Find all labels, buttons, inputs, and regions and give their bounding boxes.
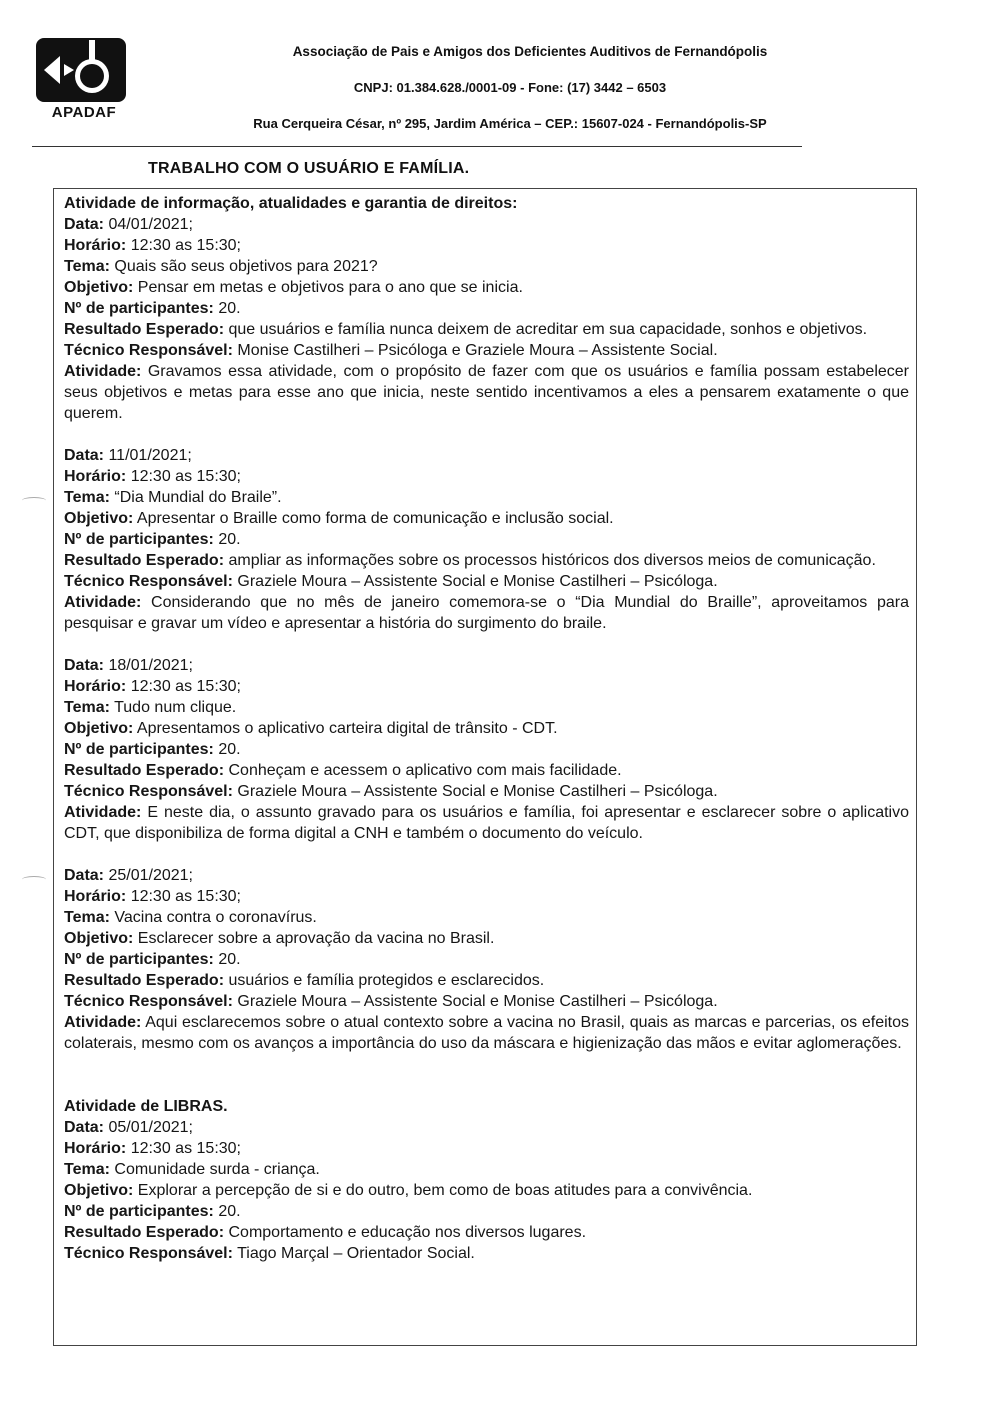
field-label: Tema: xyxy=(64,489,110,506)
field-label: Tema: xyxy=(64,258,110,275)
expected-result-value: que usuários e família nunca deixem de acreditar em sua capacidade, sonhos e objetivos. xyxy=(228,321,868,338)
date-value: 04/01/2021; xyxy=(108,216,193,233)
technician-value: Tiago Marçal – Orientador Social. xyxy=(237,1245,475,1262)
field-label: Nº de participantes: xyxy=(64,1203,214,1220)
field-label: Técnico Responsável: xyxy=(64,1245,233,1262)
field-label: Nº de participantes: xyxy=(64,741,214,758)
field-label: Resultado Esperado: xyxy=(64,972,225,989)
technician-value: Graziele Moura – Assistente Social e Monise Castilheri – Psicóloga. xyxy=(237,993,718,1010)
activity-description: Gravamos essa atividade, com o propósito de fazer com que os usuários e família possam estabelecer seus objetivos e metas para esse ano que inicia, neste sentido incentivamos a eles a pensarem exatamente o que querem. xyxy=(64,363,909,422)
objective-value: Apresentar o Braille como forma de comunicação e inclusão social. xyxy=(136,510,614,527)
field-label: Atividade: xyxy=(64,594,142,611)
theme-value: Tudo num clique. xyxy=(114,699,237,716)
field-label: Objetivo: xyxy=(64,510,134,527)
time-value: 12:30 as 15:30; xyxy=(130,237,241,254)
field-label: Nº de participantes: xyxy=(64,951,214,968)
objective-value: Pensar em metas e objetivos para o ano que se inicia. xyxy=(137,279,523,296)
field-label: Objetivo: xyxy=(64,1182,134,1199)
section-title: Atividade de informação, atualidades e garantia de direitos: xyxy=(64,195,518,212)
objective-value: Explorar a percepção de si e do outro, bem como de boas atitudes para a convivência. xyxy=(137,1182,753,1199)
field-label: Data: xyxy=(64,867,105,884)
field-label: Resultado Esperado: xyxy=(64,552,225,569)
theme-value: “Dia Mundial do Braile”. xyxy=(114,489,282,506)
field-label: Atividade: xyxy=(64,804,142,821)
technician-value: Monise Castilheri – Psicóloga e Graziele Moura – Assistente Social. xyxy=(237,342,718,359)
activity-description: Considerando que no mês de janeiro comemora-se o “Dia Mundial do Braille”, aproveitamos para pesquisar e gravar um vídeo e apresentar a história do surgimento do braile. xyxy=(64,594,909,632)
theme-value: Vacina contra o coronavírus. xyxy=(114,909,317,926)
date-value: 25/01/2021; xyxy=(108,867,193,884)
participants-value: 20. xyxy=(218,951,241,968)
field-label: Resultado Esperado: xyxy=(64,1224,225,1241)
field-label: Técnico Responsável: xyxy=(64,783,233,800)
document-title: TRABALHO COM O USUÁRIO E FAMÍLIA. xyxy=(148,160,470,177)
expected-result-value: ampliar as informações sobre os processos históricos dos diversos meios de comunicação. xyxy=(228,552,876,569)
field-label: Horário: xyxy=(64,888,127,905)
field-label: Atividade: xyxy=(64,363,142,380)
field-label: Tema: xyxy=(64,1161,110,1178)
field-label: Data: xyxy=(64,447,105,464)
activity-entry xyxy=(64,1117,909,1264)
field-label: Horário: xyxy=(64,468,127,485)
field-label: Objetivo: xyxy=(64,720,134,737)
field-label: Técnico Responsável: xyxy=(64,342,233,359)
section-title: Atividade de LIBRAS. xyxy=(64,1098,228,1115)
expected-result-value: usuários e família protegidos e esclarecidos. xyxy=(228,972,545,989)
field-label: Resultado Esperado: xyxy=(64,762,225,779)
cnpj-phone: CNPJ: 01.384.628./0001-09 - Fone: (17) 3442 – 6503 xyxy=(353,80,667,95)
technician-value: Graziele Moura – Assistente Social e Monise Castilheri – Psicóloga. xyxy=(237,783,718,800)
field-label: Nº de participantes: xyxy=(64,531,214,548)
document-body xyxy=(64,193,909,1264)
header-divider xyxy=(32,146,802,147)
activity-entry xyxy=(64,865,909,1054)
time-value: 12:30 as 15:30; xyxy=(130,678,241,695)
field-label: Data: xyxy=(64,657,105,674)
date-value: 18/01/2021; xyxy=(108,657,193,674)
field-label: Data: xyxy=(64,216,105,233)
time-value: 12:30 as 15:30; xyxy=(130,1140,241,1157)
activity-description: Aqui esclarecemos sobre o atual contexto sobre a vacina no Brasil, quais as marcas e parcerias, os efeitos colaterais, mesmo com os avanços a importância do uso da máscara e higienização das mãos e evitar aglomerações. xyxy=(64,1014,910,1052)
field-label: Horário: xyxy=(64,1140,127,1157)
participants-value: 20. xyxy=(218,741,241,758)
field-label: Atividade: xyxy=(64,1014,142,1031)
field-label: Data: xyxy=(64,1119,105,1136)
field-label: Objetivo: xyxy=(64,930,134,947)
field-label: Resultado Esperado: xyxy=(64,321,225,338)
logo-text: APADAF xyxy=(51,104,117,121)
activity-description: E neste dia, o assunto gravado para os usuários e família, foi apresentar e esclarecer sobre o aplicativo CDT, que disponibiliza de forma digital a CNH e também o documento do veículo. xyxy=(64,804,909,842)
activity-entry xyxy=(64,655,909,844)
theme-value: Comunidade surda - criança. xyxy=(114,1161,320,1178)
address: Rua Cerqueira César, nº 295, Jardim América – CEP.: 15607-024 - Fernandópolis-SP xyxy=(253,116,767,131)
scan-mark xyxy=(22,497,46,504)
participants-value: 20. xyxy=(218,1203,241,1220)
activity-entry xyxy=(64,214,909,424)
field-label: Tema: xyxy=(64,909,110,926)
time-value: 12:30 as 15:30; xyxy=(130,888,241,905)
activity-entry xyxy=(64,445,909,634)
date-value: 05/01/2021; xyxy=(108,1119,193,1136)
scan-mark xyxy=(22,876,46,883)
expected-result-value: Conheçam e acessem o aplicativo com mais facilidade. xyxy=(228,762,622,779)
objective-value: Esclarecer sobre a aprovação da vacina no Brasil. xyxy=(137,930,495,947)
organization-name: Associação de Pais e Amigos dos Deficientes Auditivos de Fernandópolis xyxy=(292,44,768,59)
field-label: Horário: xyxy=(64,678,127,695)
field-label: Objetivo: xyxy=(64,279,134,296)
field-label: Tema: xyxy=(64,699,110,716)
field-label: Nº de participantes: xyxy=(64,300,214,317)
expected-result-value: Comportamento e educação nos diversos lugares. xyxy=(228,1224,587,1241)
participants-value: 20. xyxy=(218,300,241,317)
participants-value: 20. xyxy=(218,531,241,548)
field-label: Técnico Responsável: xyxy=(64,993,233,1010)
field-label: Horário: xyxy=(64,237,127,254)
date-value: 11/01/2021; xyxy=(108,447,192,464)
technician-value: Graziele Moura – Assistente Social e Monise Castilheri – Psicóloga. xyxy=(237,573,718,590)
theme-value: Quais são seus objetivos para 2021? xyxy=(114,258,378,275)
time-value: 12:30 as 15:30; xyxy=(130,468,241,485)
objective-value: Apresentamos o aplicativo carteira digital de trânsito - CDT. xyxy=(136,720,558,737)
field-label: Técnico Responsável: xyxy=(64,573,233,590)
